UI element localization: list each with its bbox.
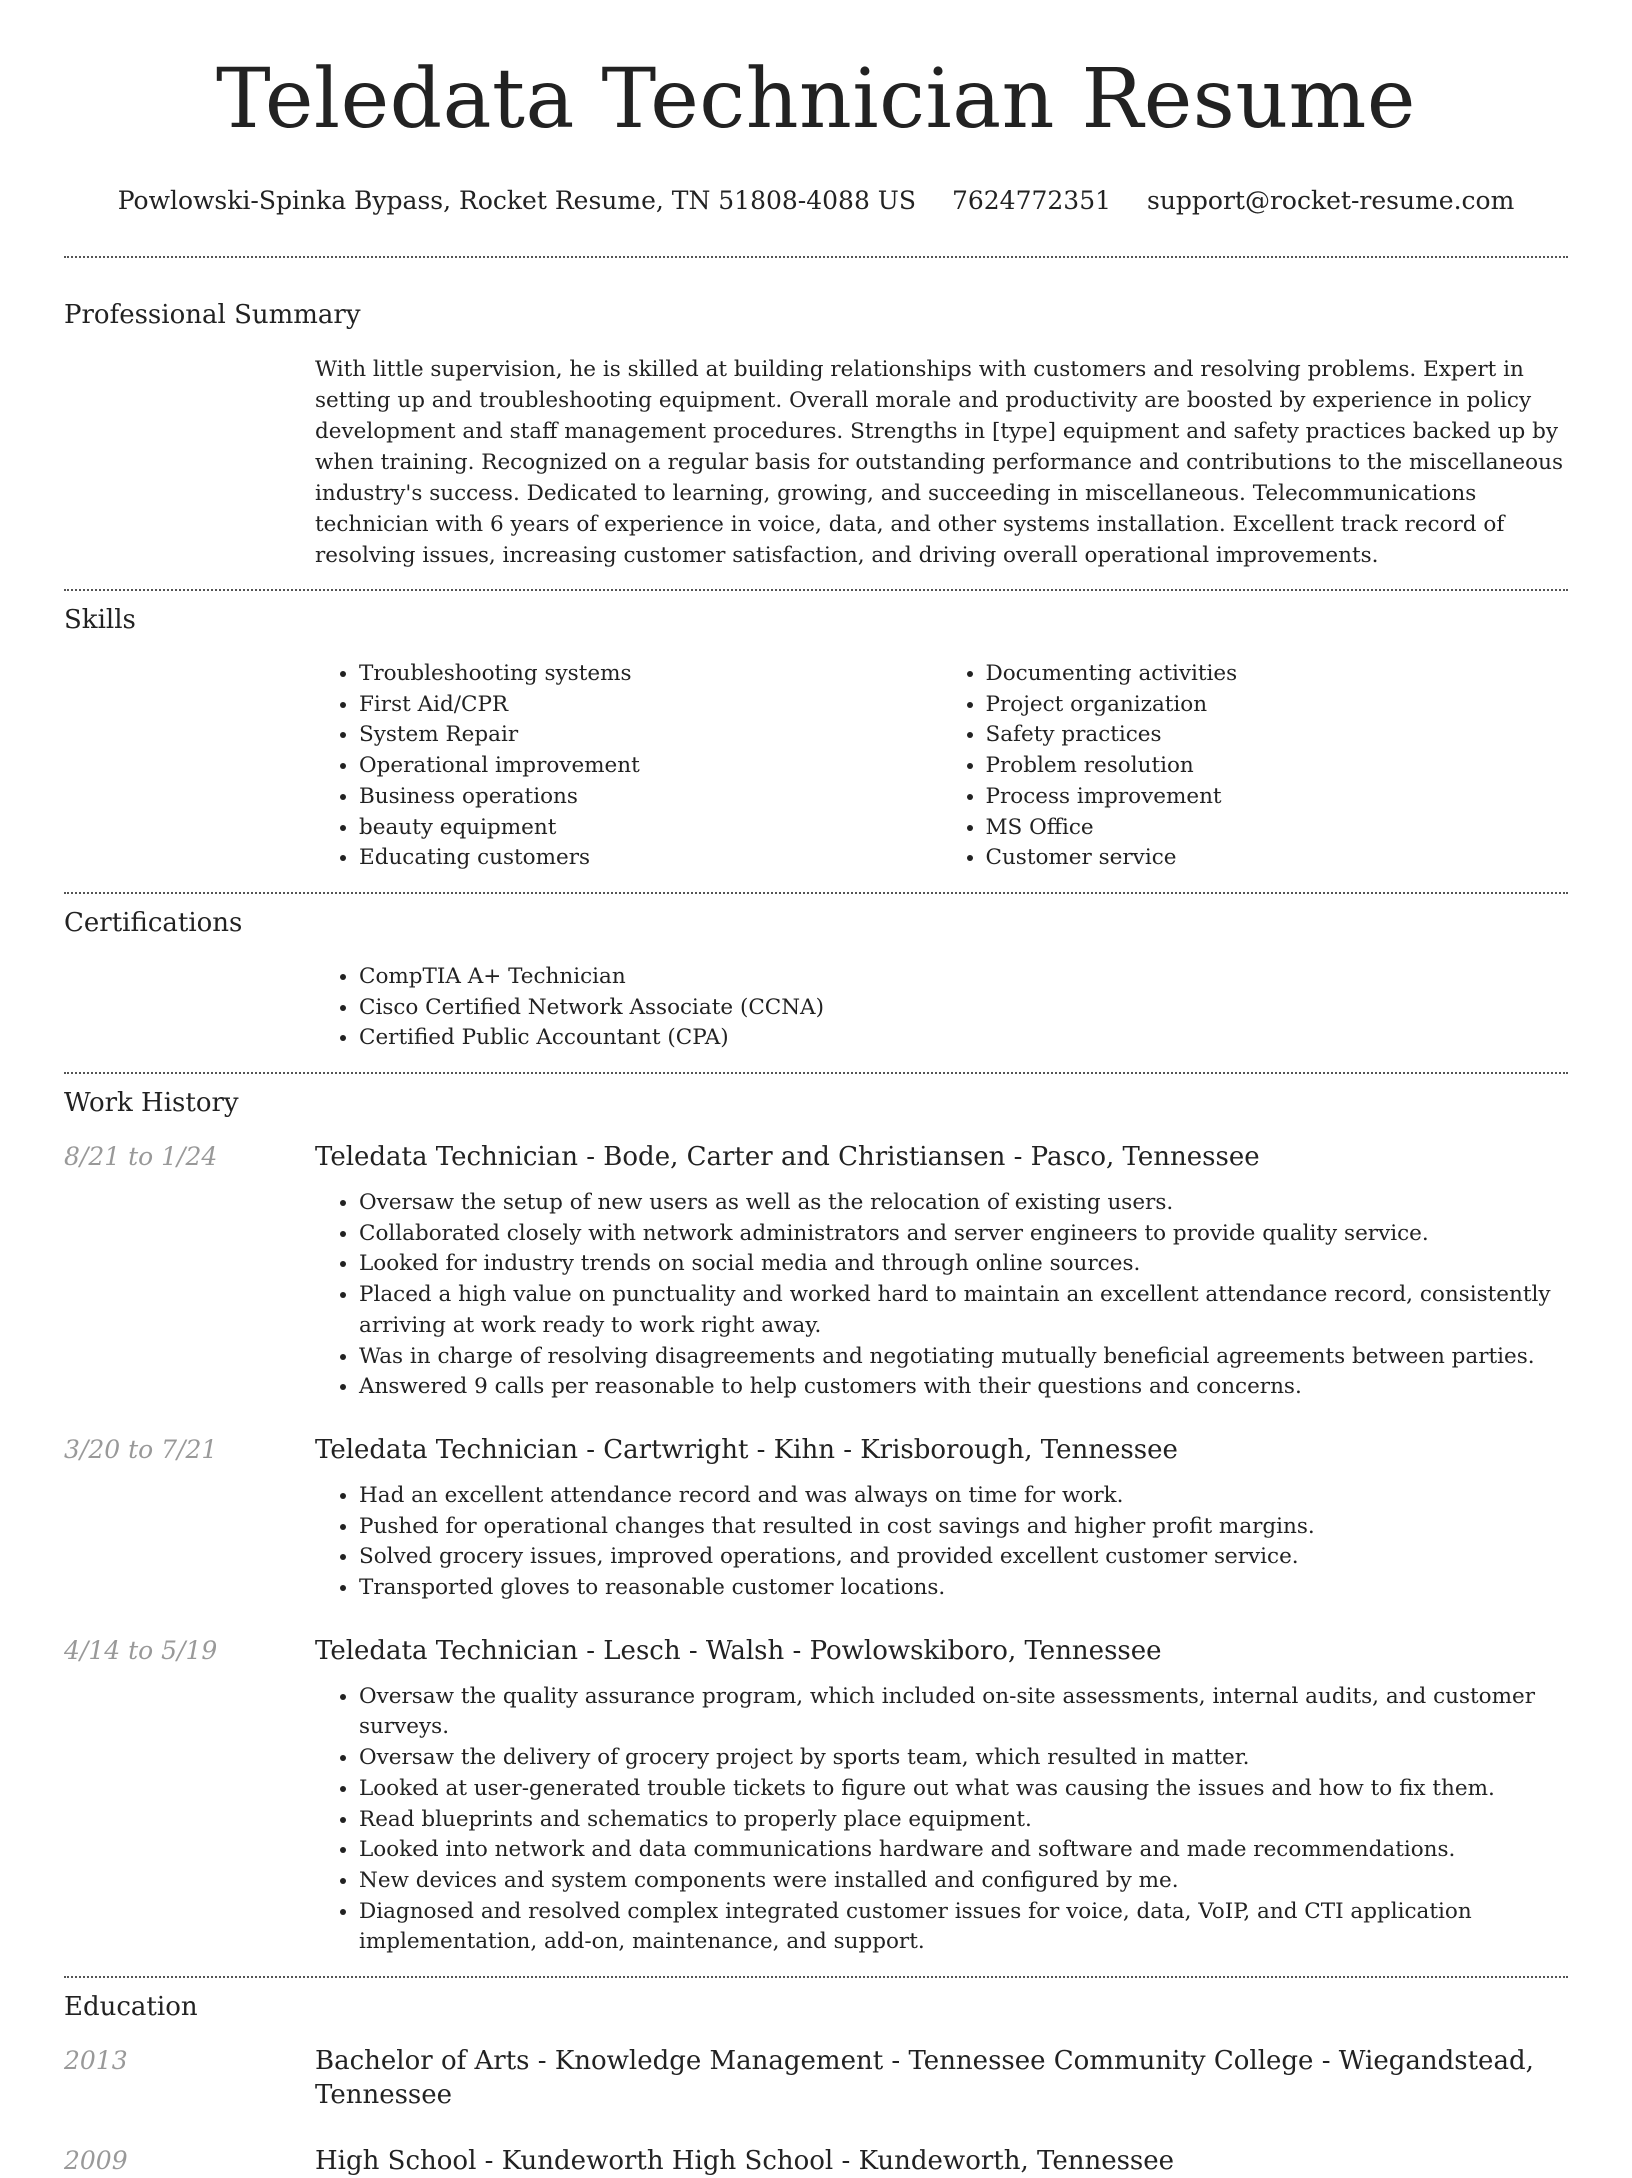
section-divider [64,892,1568,894]
job-bullet: • Had an excellent attendance record and was always on time for work. [359,1481,1568,1512]
skill-item: • Safety practices [986,720,1569,751]
certification-item: • Cisco Certified Network Associate (CCNA) [359,993,1568,1024]
job-bullet: • Looked for industry trends on social media and through online sources. [359,1249,1568,1280]
section-divider [64,589,1568,591]
job-dates: 4/14 to 5/19 [64,1635,218,1665]
skills-list-right [942,659,1569,874]
job-bullet: • Diagnosed and resolved complex integrated customer issues for voice, data, VoIP, and CTI application implementation, add-on, maintenance, and support. [359,1897,1568,1958]
job-bullet: • Read blueprints and schematics to properly place equipment. [359,1805,1568,1836]
job-bullet: • Pushed for operational changes that resulted in cost savings and higher profit margins. [359,1512,1568,1543]
job-bullet: • Oversaw the quality assurance program, which included on-site assessments, internal audits, and customer surveys. [359,1682,1568,1743]
skill-item: • First Aid/CPR [359,690,942,721]
skill-item: • Customer service [986,843,1569,874]
job-bullet: • Collaborated closely with network administrators and server engineers to provide quality service. [359,1219,1568,1250]
summary-section [0,298,1632,571]
section-title-skills: Skills [64,605,136,635]
job-bullets [315,1188,1568,1403]
job-entry [64,1634,1568,1958]
job-bullet: • New devices and system components were installed and configured by me. [359,1866,1568,1897]
job-dates: 3/20 to 7/21 [64,1434,218,1464]
skill-item: • Documenting activities [986,659,1569,690]
skill-item: • Project organization [986,690,1569,721]
job-bullet: • Was in charge of resolving disagreements and negotiating mutually beneficial agreements between parties. [359,1342,1568,1373]
job-bullets [315,1481,1568,1604]
job-bullet: • Transported gloves to reasonable customer locations. [359,1573,1568,1604]
job-bullet: • Looked at user-generated trouble tickets to figure out what was causing the issues and how to fix them. [359,1774,1568,1805]
education-detail: Bachelor of Arts - Knowledge Management - Tennessee Community College - Wiegandstead, Tennessee [315,2046,1534,2111]
certifications-section [0,906,1632,1054]
job-title: Teledata Technician - Bode, Carter and Christiansen - Pasco, Tennessee [315,1142,1260,1173]
section-title-education: Education [64,1992,198,2023]
section-title-summary: Professional Summary [64,300,361,330]
job-title: Teledata Technician - Cartwright - Kihn - Krisborough, Tennessee [315,1434,1178,1465]
skill-item: • Troubleshooting systems [359,659,942,690]
job-bullet: • Oversaw the delivery of grocery project by sports team, which resulted in matter. [359,1743,1568,1774]
skill-item: • Educating customers [359,843,942,874]
education-year: 2009 [64,2146,128,2176]
skill-item: • Problem resolution [986,751,1569,782]
education-detail: High School - Kundeworth High School - Kundeworth, Tennessee [315,2146,1175,2177]
skill-item: • System Repair [359,720,942,751]
skill-item: • Process improvement [986,782,1569,813]
contact-email[interactable]: support@rocket-resume.com [1146,186,1515,215]
resume-title: Teledata Technician Resume [216,52,1416,147]
job-bullet: • Answered 9 calls per reasonable to help customers with their questions and concerns. [359,1372,1568,1403]
job-bullet: • Solved grocery issues, improved operations, and provided excellent customer service. [359,1542,1568,1573]
skills-list-left [315,659,942,874]
job-entry [64,1140,1568,1403]
job-entry [64,1433,1568,1604]
section-title-work-history: Work History [64,1088,239,1119]
work-history-section [0,1086,1632,1958]
skills-section [0,603,1632,874]
section-title-certifications: Certifications [64,907,243,938]
job-bullets [315,1682,1568,1958]
certification-item: • CompTIA A+ Technician [359,962,1568,993]
job-bullet: • Oversaw the setup of new users as well as the relocation of existing users. [359,1188,1568,1219]
section-divider [64,256,1568,258]
education-section [0,1990,1632,2178]
education-entry [64,2044,1568,2112]
skill-item: • Operational improvement [359,751,942,782]
job-title: Teledata Technician - Lesch - Walsh - Powlowskiboro, Tennessee [315,1635,1162,1666]
contact-phone: 7624772351 [951,186,1112,215]
job-dates: 8/21 to 1/24 [64,1142,218,1172]
certification-item: • Certified Public Accountant (CPA) [359,1023,1568,1054]
certifications-list [315,962,1568,1054]
skills-grid [315,659,1568,874]
summary-text: With little supervision, he is skilled at building relationships with customers and resolving problems. Expert in setting up and troubleshooting equipment. Overall morale and productivity are boosted by experience in policy development and staff management procedures. Strengths in [type] equipment and safety practices backed up by when training. Recognized on a regular basis for outstanding performance and contributions to the miscellaneous industry's success. Dedicated to learning, growing, and succeeding in miscellaneous. Telecommunications technician with 6 years of experience in voice, data, and other systems installation. Excellent track record of resolving issues, increasing customer satisfaction, and driving overall operational improvements. [315,357,1563,568]
contact-line [0,186,1632,216]
contact-address: Powlowski-Spinka Bypass, Rocket Resume, TN 51808-4088 US [117,186,917,215]
section-divider [64,1976,1568,1978]
section-divider [64,1072,1568,1074]
skill-item: • Business operations [359,782,942,813]
job-bullet: • Placed a high value on punctuality and worked hard to maintain an excellent attendance record, consistently arriving at work ready to work right away. [359,1280,1568,1341]
skill-item: • MS Office [986,813,1569,844]
education-entry [64,2144,1568,2178]
education-year: 2013 [64,2046,128,2076]
job-bullet: • Looked into network and data communications hardware and software and made recommendations. [359,1835,1568,1866]
skill-item: • beauty equipment [359,813,942,844]
